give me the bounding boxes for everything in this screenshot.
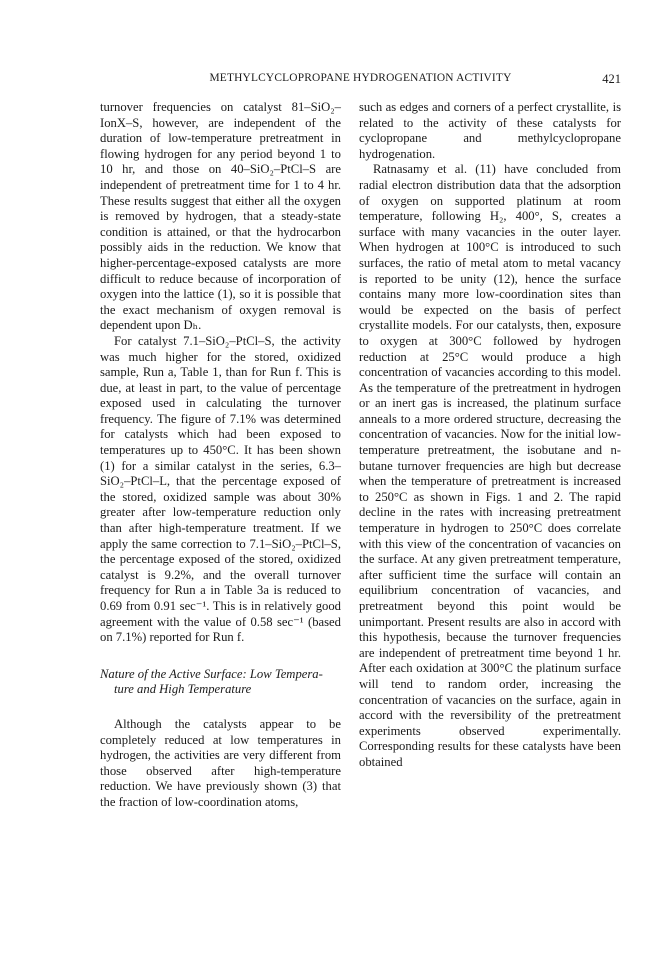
right-paragraph-1: such as edges and corners of a perfect crystallite, is related to the activity of these catalysts for cyclopropane and methylcyclopropane hydrogenation. [359,100,621,161]
running-head: METHYLCYCLOPROPANE HYDROGENATION ACTIVITY [209,72,512,84]
section-heading-line-1: Nature of the Active Surface: Low Tempera- [100,666,323,681]
page-number: 421 [602,72,621,86]
page-header [100,72,621,88]
right-column [359,100,621,771]
left-paragraph-1: turnover frequencies on catalyst 81–SiO₂–IonX–S, however, are independent of the duration of low-temperature pretreatment in flowing hydrogen for any period beyond 1 to 10 hr, and those on 40–SiO₂–PtCl–S are independent of pretreatment time for 1 to 4 hr. These results suggest that either all the oxygen is removed by hydrogen, that a steady-state condition is attained, or that the hydrocarbon possibly aids in the reduction. We know that higher-percentage-exposed catalysts are more difficult to reduce because of incorporation of oxygen into the lattice (1), so it is possible that the exact mechanism of oxygen removal is dependent upon Dₕ. [100,100,341,333]
right-paragraph-2: Ratnasamy et al. (11) have concluded from radial electron distribution data that the adsorption of oxygen on supported platinum at room temperature, following H₂, 400°, S, creates a surface with many vacancies in the outer layer. When hydrogen at 100°C is introduced to such surfaces, the ratio of metal atom to metal vacancy is reported to be unity (12), hence the surface contains many more low-coordination sites than would be expected on the basis of perfect crystallite models. For our catalysts, then, exposure to oxygen at 300°C followed by hydrogen reduction at 25°C would produce a high concentration of vacancies according to this model. As the temperature of the pretreatment in hydrogen or an inert gas is increased, the platinum surface anneals to a more ordered structure, decreasing the concentration of vacancies. Now for the initial low-temperature pretreatment, the isobutane and n-butane turnover frequencies are high but decrease when the temperature of pretreatment is increased to 250°C as shown in Figs. 1 and 2. The rapid decline in the rates with increasing pretreatment temperature in hydrogen to 250°C does correlate with this view of the concentration of vacancies on the surface. At any given pretreatment temperature, after sufficient time the surface will contain an equilibrium concentration of vacancies, and pretreatment beyond this point would be unimportant. Present results are also in accord with this hypothesis, because the turnover frequencies are independent of pretreatment time beyond 1 hr. After each oxidation at 300°C the platinum surface will tend to random order, increasing the concentration of vacancies on the surface, again in accord with the reversibility of the pretreatment experiments observed experimentally. Corresponding results for these catalysts have been obtained [359,162,621,769]
left-paragraph-3: Although the catalysts appear to be completely reduced at low temperatures in hydrogen, the activities are very different from those observed after high-temperature reduction. We have previously shown (3) that the fraction of low-coordination atoms, [100,716,341,809]
section-heading [100,667,341,698]
left-column [100,100,341,811]
section-heading-line-2: ture and High Temperature [114,682,252,697]
left-paragraph-2: For catalyst 7.1–SiO₂–PtCl–S, the activity was much higher for the stored, oxidized sample, Run a, Table 1, than for Run f. This is due, at least in part, to the value of percentage exposed used in calculating the turnover frequency. The figure of 7.1% was determined for catalysts which had been exposed to temperatures up to 450°C. It has been shown (1) for a similar catalyst in the series, 6.3–SiO₂–PtCl–L, that the percentage exposed of the stored, oxidized sample was about 30% greater after low-temperature reduction only than after high-temperature treatment. If we apply the same correction to 7.1–SiO₂–PtCl–S, the percentage exposed of the stored, oxidized catalyst is 9.2%, and the overall turnover frequency for Run a in Table 3a is reduced to 0.69 from 0.91 sec⁻¹. This is in relatively good agreement with the value of 0.58 sec⁻¹ (based on 7.1%) reported for Run f. [100,333,341,645]
